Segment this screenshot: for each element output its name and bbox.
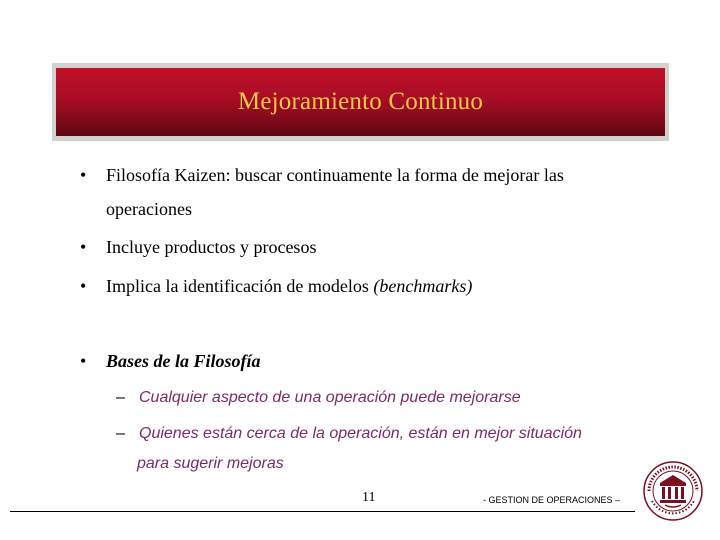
bullet-benchmarks-italic: (benchmarks) [373,276,473,296]
university-seal-icon [643,461,703,521]
bullet-bases-filosofia: Bases de la Filosofía [106,351,261,371]
slide-title: Mejoramiento Continuo [237,88,484,115]
sub-dash: – [116,389,125,406]
title-banner [56,68,665,136]
bullet-kaizen-line2: operaciones [106,199,192,219]
bullet-marker: • [80,237,87,257]
bullet-kaizen-line1: Filosofía Kaizen: buscar continuamente la forma de mejorar las [106,165,564,185]
bullet-marker: • [80,351,87,371]
footer-divider [10,511,635,512]
bullet-marker: • [80,276,87,296]
title-frame [52,63,669,141]
sub-item-quienes-line2: para sugerir mejoras [137,455,284,472]
bullet-productos: Incluye productos y procesos [106,237,317,257]
sub-item-mejorarse: Cualquier aspecto de una operación puede mejorarse [139,389,521,406]
page-number: 11 [362,490,376,505]
sub-dash: – [116,425,125,442]
sub-item-quienes-line1: Quienes están cerca de la operación, están en mejor situación [139,425,582,442]
bullet-marker: • [80,165,87,185]
bullet-benchmarks [106,276,472,296]
footer-course-label: - GESTION DE OPERACIONES – [483,495,621,505]
bullet-benchmarks-prefix: Implica la identificación de modelos [106,276,374,296]
